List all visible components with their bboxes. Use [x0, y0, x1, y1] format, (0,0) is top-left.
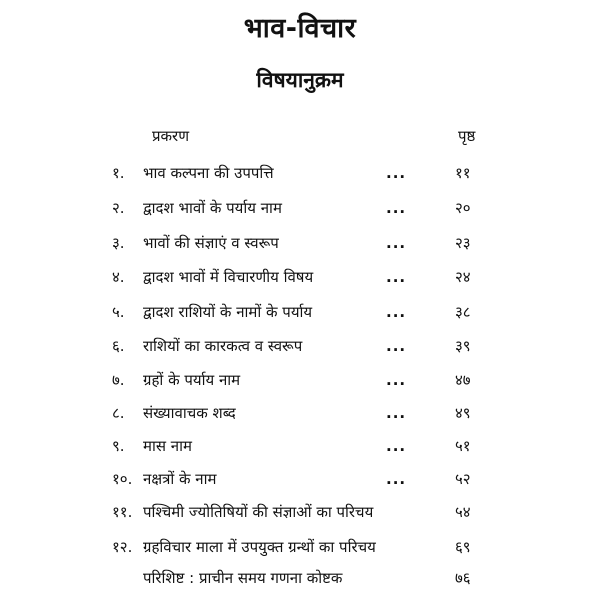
entry-leader: ... [386, 404, 407, 422]
entry-leader: ... [386, 470, 407, 488]
toc-entry [0, 535, 600, 559]
entry-page: ११ [455, 164, 471, 182]
entry-page: ३८ [455, 303, 471, 321]
entry-page: २० [455, 199, 471, 217]
entry-page: २४ [455, 268, 471, 286]
entry-title: द्वादश राशियों के नामों के पर्याय [143, 303, 313, 321]
column-header-section: प्रकरण [152, 127, 190, 145]
entry-page: ३९ [455, 337, 471, 355]
entry-leader: ... [386, 199, 407, 217]
toc-entry [0, 196, 600, 220]
entry-title: नक्षत्रों के नाम [143, 470, 217, 488]
entry-title: राशियों का कारकत्व व स्वरूप [143, 337, 303, 355]
toc-entry [0, 401, 600, 425]
entry-title: द्वादश भावों के पर्याय नाम [143, 199, 282, 217]
entry-number: १२. [112, 538, 133, 556]
toc-entry [0, 161, 600, 185]
entry-title: परिशिष्ट : प्राचीन समय गणना कोष्टक [143, 569, 343, 587]
entry-page: ७६ [455, 569, 471, 587]
entry-number: १०. [112, 470, 133, 488]
entry-number: ७. [112, 371, 125, 389]
entry-leader: ... [386, 234, 407, 252]
toc-entry [0, 467, 600, 491]
entry-number: ३. [112, 234, 125, 252]
toc-entry [0, 500, 600, 524]
entry-number: ११. [112, 503, 133, 521]
entry-page: ५४ [455, 503, 471, 521]
toc-entry [0, 334, 600, 358]
toc-entry [0, 368, 600, 392]
entry-title: पश्चिमी ज्योतिषियों की संज्ञाओं का परिचय [143, 503, 374, 521]
entry-number: ४. [112, 268, 125, 286]
entry-page: ६९ [455, 538, 471, 556]
toc-entry [0, 265, 600, 289]
entry-number: १. [112, 164, 125, 182]
entry-number: ८. [112, 404, 125, 422]
entry-number: ६. [112, 337, 125, 355]
entry-title: द्वादश भावों में विचारणीय विषय [143, 268, 314, 286]
entry-page: ४९ [455, 404, 471, 422]
toc-heading: विषयानुक्रम [256, 68, 344, 92]
entry-title: ग्रहविचार माला में उपयुक्त ग्रन्थों का परिचय [143, 538, 376, 556]
page-title: भाव-विचार [243, 13, 357, 44]
toc-entry [0, 566, 600, 590]
entry-number: ९. [112, 437, 125, 455]
entry-page: ५२ [455, 470, 471, 488]
toc-entry [0, 300, 600, 324]
entry-title: ग्रहों के पर्याय नाम [143, 371, 241, 389]
entry-leader: ... [386, 337, 407, 355]
entry-page: ४७ [455, 371, 471, 389]
entry-leader: ... [386, 437, 407, 455]
entry-title: संख्यावाचक शब्द [143, 404, 236, 422]
entry-number: ५. [112, 303, 125, 321]
entry-number: २. [112, 199, 125, 217]
entry-page: २३ [455, 234, 471, 252]
entry-title: मास नाम [143, 437, 192, 455]
entry-leader: ... [386, 164, 407, 182]
entry-leader: ... [386, 303, 407, 321]
toc-entry [0, 231, 600, 255]
entry-leader: ... [386, 268, 407, 286]
entry-title: भाव कल्पना की उपपत्ति [143, 164, 274, 182]
column-header-page: पृष्ठ [458, 127, 476, 145]
entry-leader: ... [386, 371, 407, 389]
entry-page: ५१ [455, 437, 471, 455]
entry-title: भावों की संज्ञाएं व स्वरूप [143, 234, 279, 252]
toc-entry [0, 434, 600, 458]
